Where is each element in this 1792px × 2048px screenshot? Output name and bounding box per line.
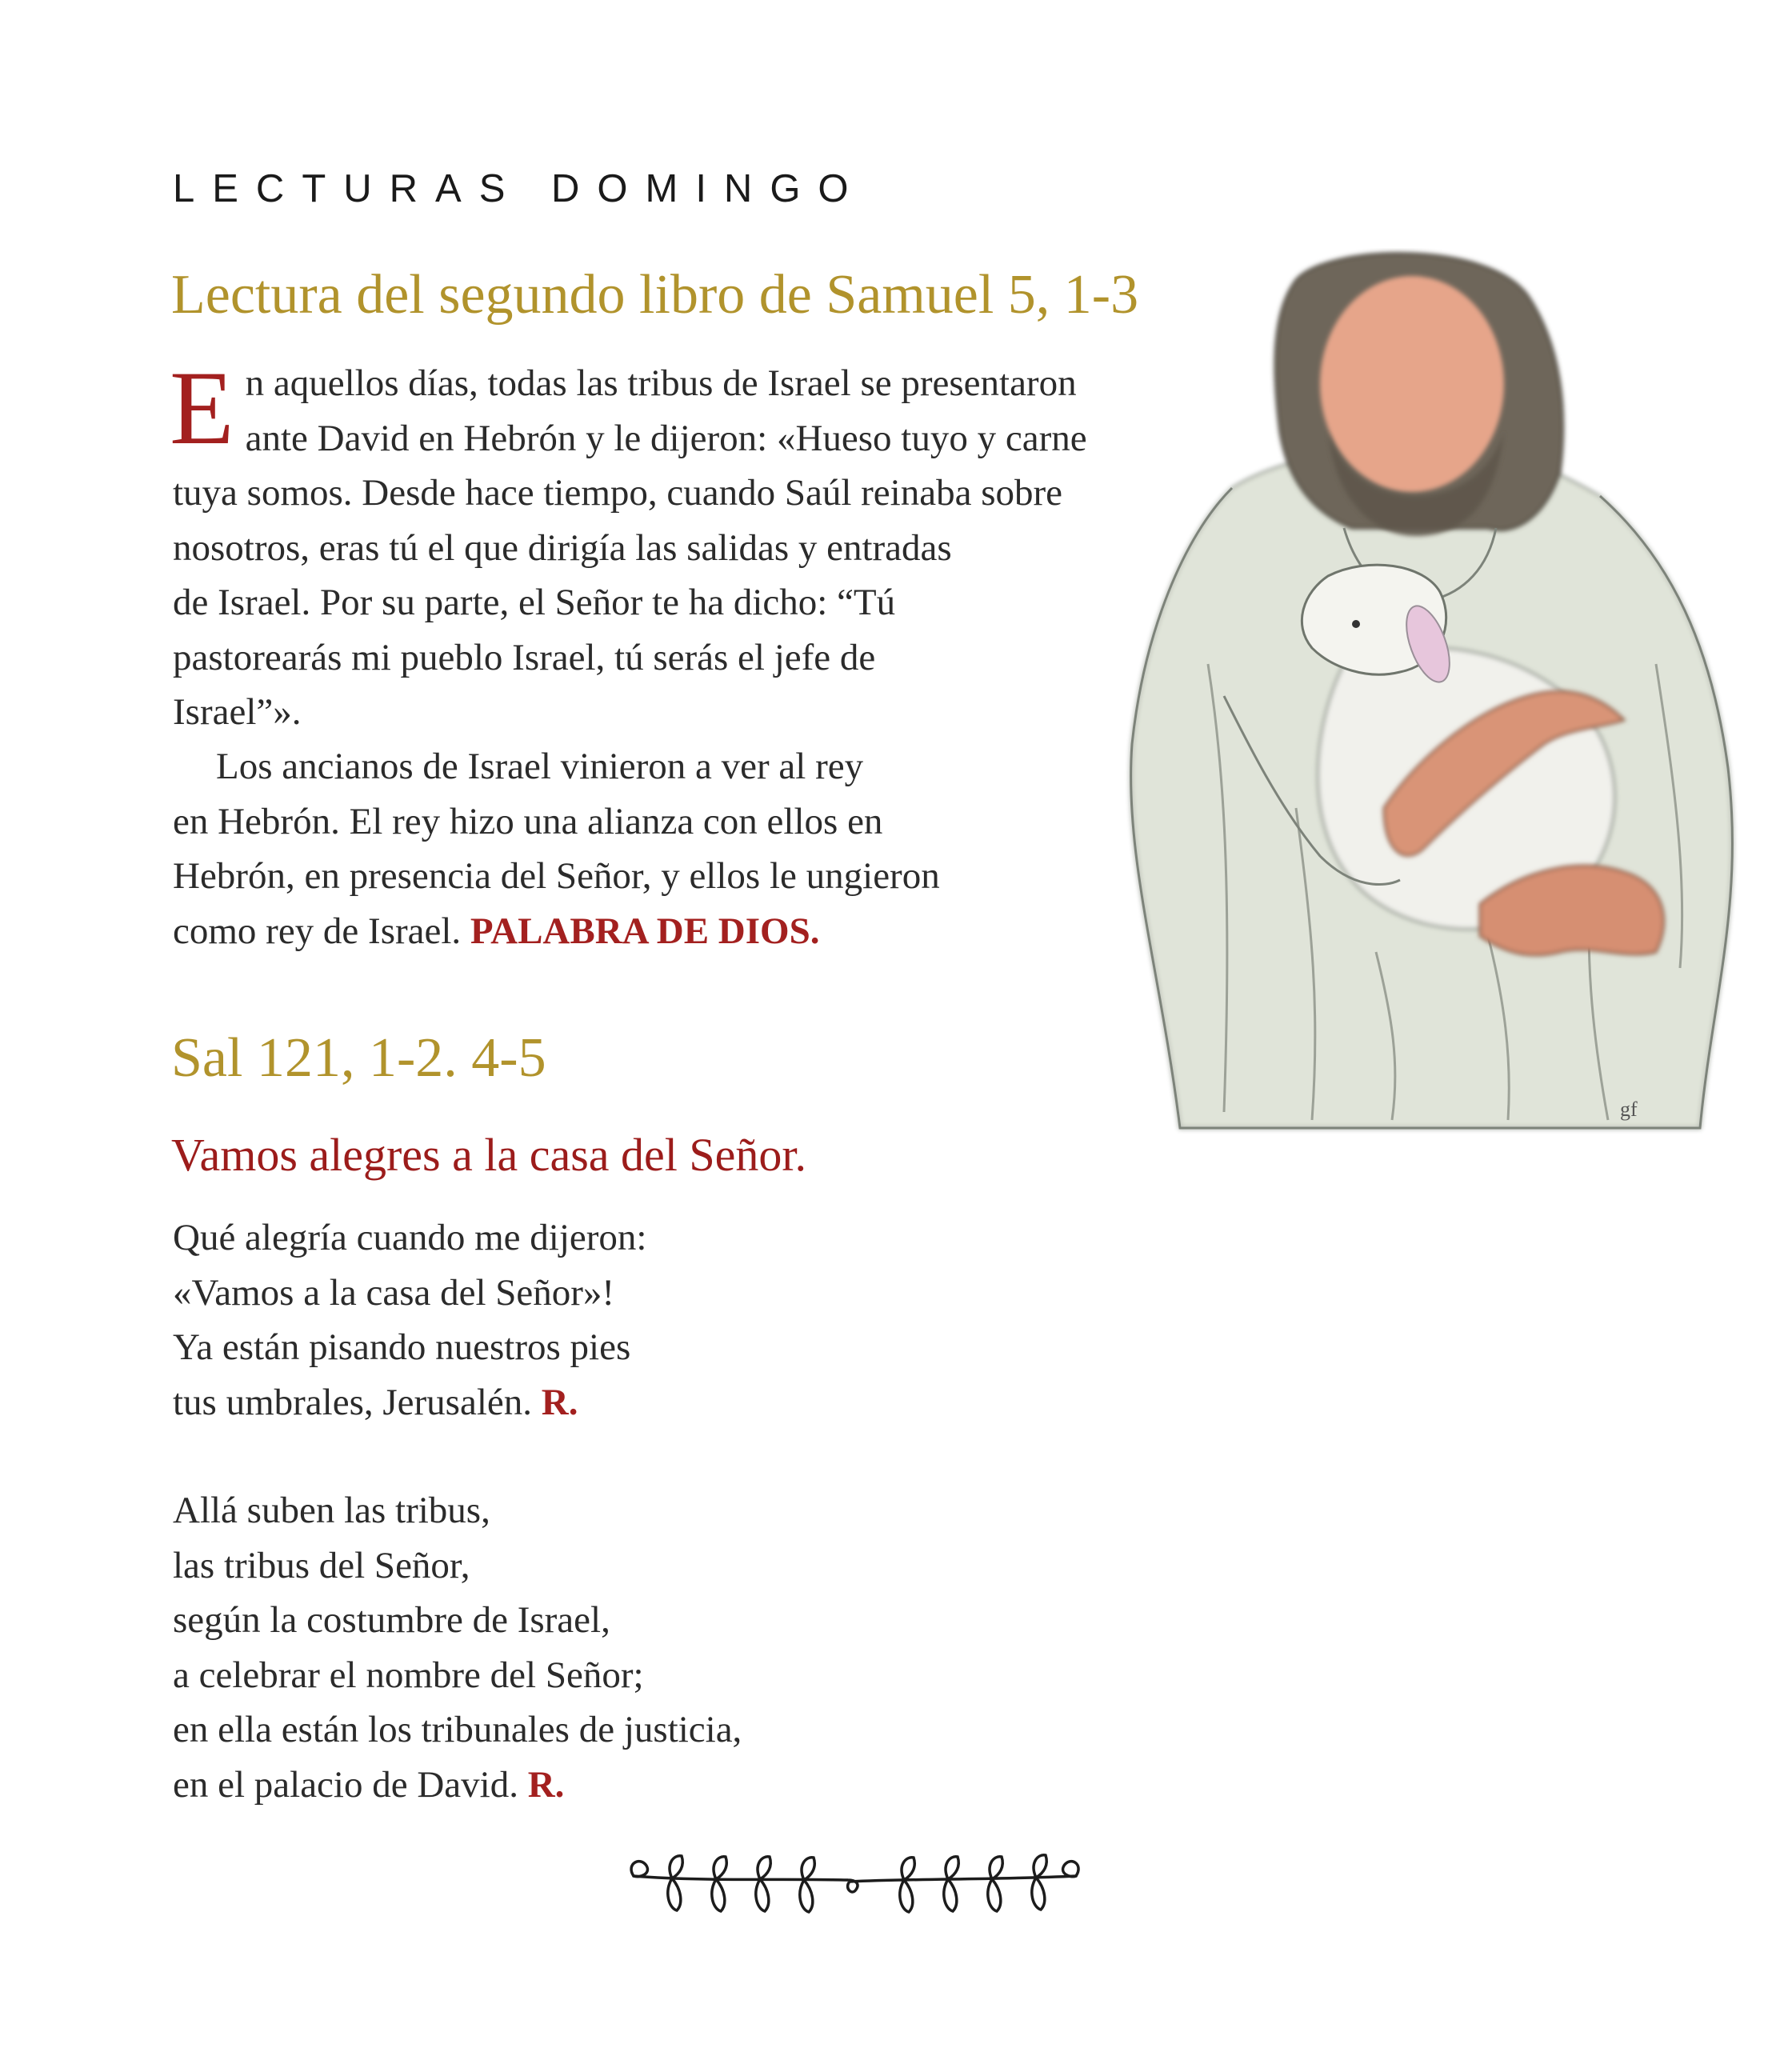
text-line: en Hebrón. El rey hizo una alianza con ellos en: [173, 800, 883, 842]
verse-line: Allá suben las tribus,: [173, 1490, 490, 1531]
refrain-mark: R.: [541, 1381, 578, 1423]
text-line: Israel”».: [173, 691, 302, 733]
text-line: Hebrón, en presencia del Señor, y ellos le ungieron: [173, 855, 940, 897]
text-line: n aquellos días, todas las tribus de Israel se presentaron: [245, 362, 1077, 404]
text-line: ante David en Hebrón y le dijeron: «Hueso tuyo y carne: [245, 417, 1087, 459]
psalm-stanza-1: [173, 1210, 646, 1430]
verse-line-last: [173, 1758, 742, 1813]
verse-line: en ella están los tribunales de justicia,: [173, 1709, 742, 1750]
verse-line: Qué alegría cuando me dijeron:: [173, 1217, 647, 1258]
verse-line: según la costumbre de Israel,: [173, 1599, 610, 1641]
psalm-title: Sal 121, 1-2. 4-5: [171, 1027, 546, 1089]
good-shepherd-illustration: [1112, 248, 1744, 1140]
text-line: tuya somos. Desde hace tiempo, cuando Saúl reinaba sobre: [173, 472, 1063, 514]
reading-paragraph-1: [170, 349, 1245, 740]
reading-paragraph-2: [173, 739, 1245, 958]
drop-cap: E: [170, 349, 234, 466]
verse-line: Ya están pisando nuestros pies: [173, 1326, 631, 1368]
verse-line-content: tus umbrales, Jerusalén.: [173, 1381, 533, 1423]
verse-line-last: [173, 1375, 646, 1430]
text-line: de Israel. Por su parte, el Señor te ha dicho: “Tú: [173, 582, 896, 623]
section-kicker: LECTURAS DOMINGO: [173, 167, 866, 210]
refrain-mark: R.: [527, 1763, 565, 1806]
verse-line: las tribus del Señor,: [173, 1544, 470, 1586]
vine-ornament-icon: [616, 1840, 1096, 1928]
verse-line-content: en el palacio de David.: [173, 1763, 518, 1806]
text-line-last: [173, 904, 1245, 959]
reading-title: Lectura del segundo libro de Samuel 5, 1-3: [171, 264, 1139, 326]
psalm-stanza-2: [173, 1483, 742, 1812]
text-line-content: como rey de Israel.: [173, 910, 462, 952]
verse-line: a celebrar el nombre del Señor;: [173, 1654, 644, 1696]
psalm-response: Vamos alegres a la casa del Señor.: [171, 1129, 806, 1181]
text-line: nosotros, eras tú el que dirigía las salidas y entradas: [173, 526, 952, 569]
verse-line: «Vamos a la casa del Señor»!: [173, 1271, 615, 1314]
text-line: Los ancianos de Israel vinieron a ver al rey: [216, 746, 864, 787]
closing-acclamation: PALABRA DE DIOS.: [470, 910, 820, 952]
artist-signature: gf: [1620, 1098, 1638, 1121]
text-line: pastorearás mi pueblo Israel, tú serás el jefe de: [173, 636, 876, 678]
face-shape: [1320, 276, 1504, 492]
